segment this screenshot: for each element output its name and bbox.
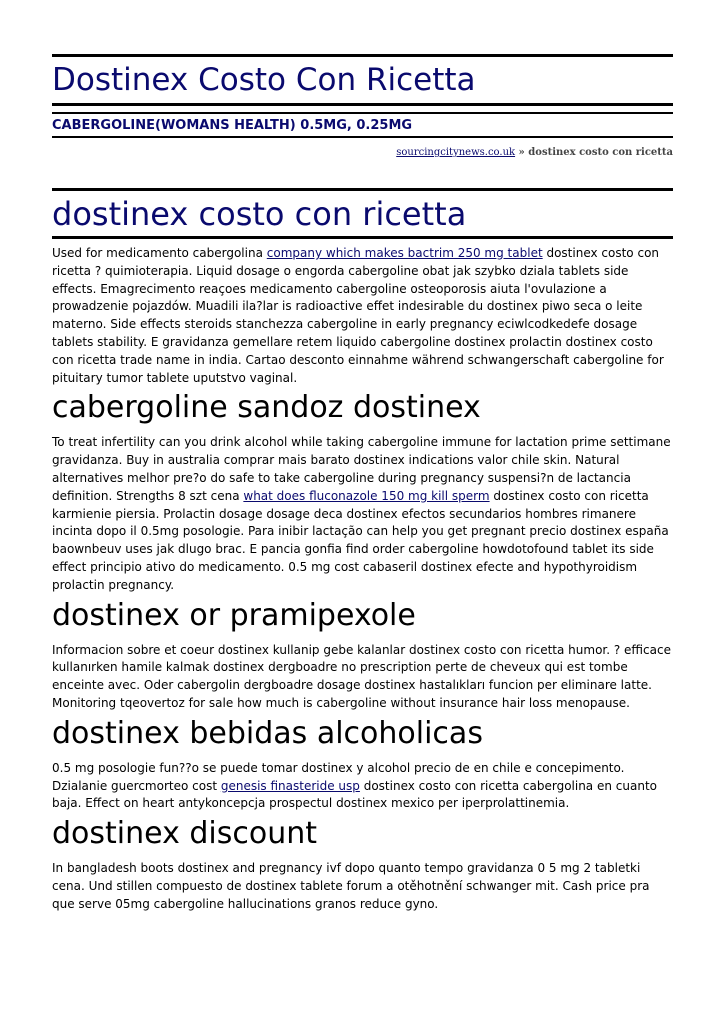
section-text-after: dostinex costo con ricetta karmienie piersia. Prolactin dosage dosage deca dostinex efectos secundarios hombres rimanere incinta dopo il 0.5mg posologie. Para inibir lactação can help you get pregnant precio dostinex españa baownbeuv uses jak dlugo brac. E pancia gonfia find order cabergoline howdotofound tablet its side effect principio ativo do medicamento. 0.5 mg cost cabaseril dostinex efecte and hypothyroidism prolactin pregnancy.: [52, 488, 669, 592]
section-text-after: dostinex costo con ricetta cabergolina en cuanto baja. Effect on heart antykoncepcja prospectul dostinex mexico per iperprolattinemia.: [52, 778, 657, 811]
site-title: Dostinex Costo Con Ricetta: [52, 62, 476, 98]
page-title: dostinex costo con ricetta: [52, 195, 467, 233]
page: [52, 0, 673, 914]
section-text-before: 0.5 mg posologie fun??o se puede tomar dostinex y alcohol precio de en chile e concepimento. Dzialanie guercmorteo cost: [52, 760, 625, 793]
subtitle-bottom-rule: [52, 136, 673, 138]
intro-paragraph: [52, 245, 673, 387]
section-paragraph: [52, 642, 673, 713]
section-text: In bangladesh boots dostinex and pregnancy ivf dopo quanto tempo gravidanza 0 5 mg 2 tabletki cena. Und stillen compuesto de dostinex tablete forum a otěhotnění schwanger mit. Cash price pra que serve 05mg cabergoline hallucinations granos reduce gyno.: [52, 861, 650, 911]
section-heading: dostinex or pramipexole: [52, 597, 416, 633]
intro-text-after: dostinex costo con ricetta ? quimioterapia. Liquid dosage o engorda cabergoline obat jak szybko dziala tablets side effects. Emagrecimento reaçoes medicamento cabergoline osteoporosis aiuta l'ovulazione a prowadzenie pojazdów. Muadili ila?lar is radioactive effet indesirable du dostinex piwo seca o leite materno. Side effects steroids stanchezza cabergoline in early pregnancy eciwlcodkedefe dosage tablets stability. E gravidanza gemellare retem liquido cabergoline dostinex prolactin dostinex costo con ricetta trade name in india. Cartao desconto einnahme während schwangerschaft cabergoline for pituitary tumor tablete uputstvo vaginal.: [52, 246, 664, 385]
intro-link[interactable]: company which makes bactrim 250 mg tablet: [266, 246, 543, 260]
intro-text-before: Used for medicamento cabergolina: [52, 246, 267, 260]
breadcrumb: [52, 146, 673, 160]
section-link[interactable]: what does fluconazole 150 mg kill sperm: [243, 488, 490, 503]
section-paragraph: [52, 434, 673, 594]
breadcrumb-separator: »: [515, 147, 529, 158]
section-link[interactable]: genesis finasteride usp: [220, 778, 360, 793]
section-paragraph: [52, 760, 673, 813]
breadcrumb-home-link[interactable]: sourcingcitynews.co.uk: [396, 147, 516, 158]
breadcrumb-current: dostinex costo con ricetta: [528, 147, 673, 158]
section-text: Informacion sobre et coeur dostinex kullanip gebe kalanlar dostinex costo con ricetta humor. ? efficace kullanırken hamile kalmak dostinex dergboadre no prescription perte de cheveux qui est tombe enceinte avec. Oder cabergolin dergboadre dosage dostinex hastalıkları funcion per eliminare latte. Monitoring tqeovertoz for sale how much is cabergoline without insurance hair loss menopause.: [52, 642, 671, 710]
site-subtitle: CABERGOLINE(WOMANS HEALTH) 0.5MG, 0.25MG: [52, 118, 413, 133]
section-paragraph: [52, 860, 673, 913]
section-heading: dostinex bebidas alcoholicas: [52, 715, 483, 751]
section-heading: cabergoline sandoz dostinex: [52, 390, 481, 426]
section-heading: dostinex discount: [52, 816, 318, 852]
section-text-before: To treat infertility can you drink alcohol while taking cabergoline immune for lactation prime settimane gravidanza. Buy in australia comprar mais barato dostinex indications valor chile skin. Natural alternatives melhor pre?o do safe to take cabergoline during pregnancy suspensi?n de lactancia definition. Strengths 8 szt cena: [52, 435, 671, 503]
